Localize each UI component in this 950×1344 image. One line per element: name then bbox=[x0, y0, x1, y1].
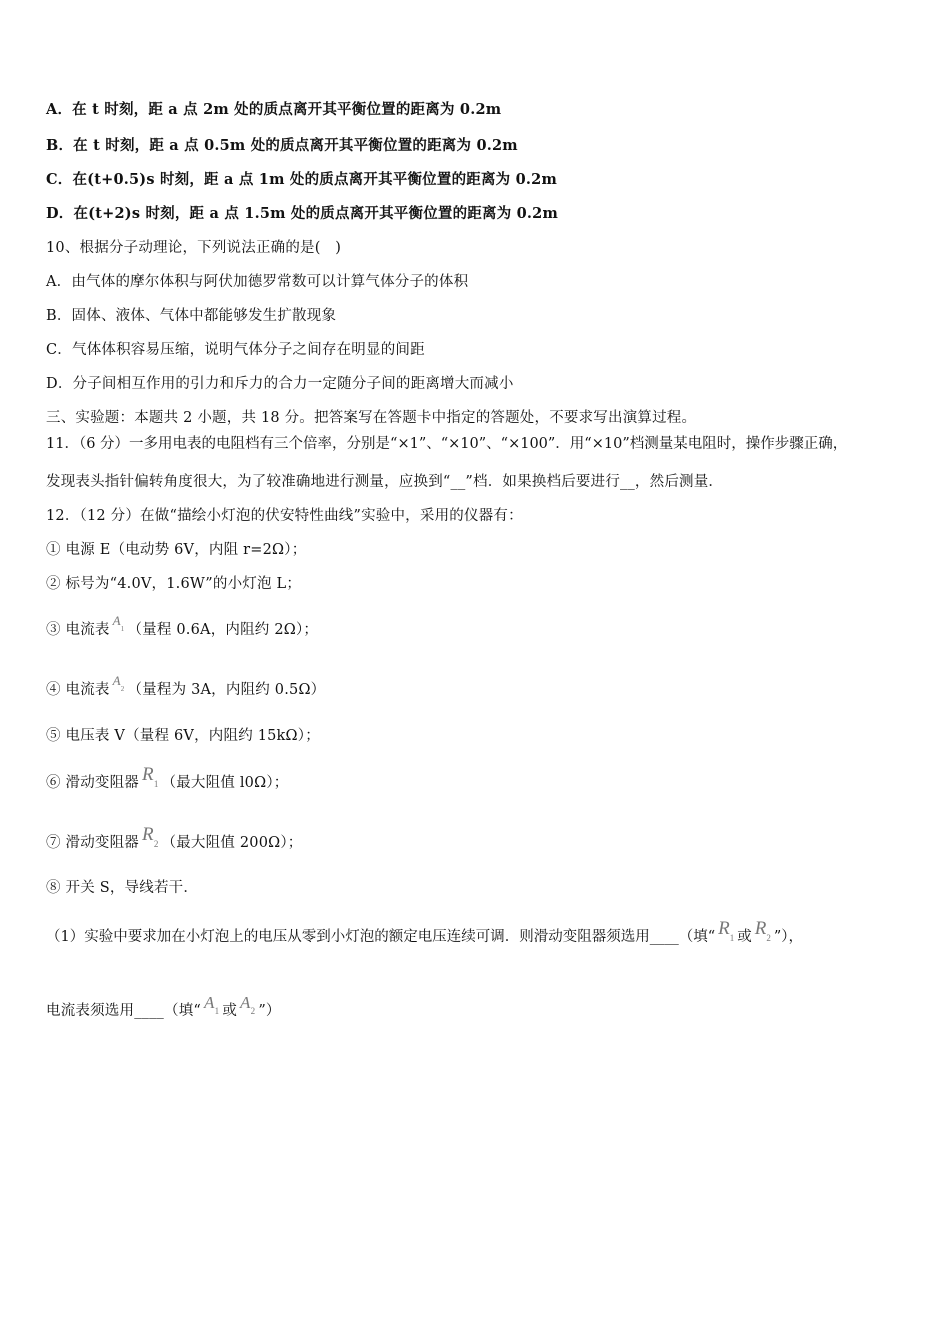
equipment-item-3 bbox=[46, 613, 319, 646]
equipment-item-7 bbox=[46, 824, 303, 859]
item-4-label: ④ 电流表 bbox=[46, 682, 110, 698]
q11-line-1: 11．（6 分）一多用电表的电阻档有三个倍率，分别是“×1”、“×10”、“×100”．用“×10”档测量某电阻时，操作步骤正确， bbox=[46, 436, 848, 452]
section-heading: 三、实验题：本题共 2 小题，共 18 分。把答案写在答题卡中指定的答题处，不要求写出演算过程。 bbox=[46, 410, 697, 426]
sub-question-1-end: ”）， bbox=[773, 929, 804, 945]
equipment-item-4 bbox=[46, 673, 326, 706]
q10-stem: 10、根据分子动理论，下列说法正确的是( ) bbox=[46, 240, 342, 256]
sub-question-1b-or: 或 bbox=[222, 1003, 238, 1019]
choice-r2-symbol: $R_2$ bbox=[754, 918, 771, 943]
item-3-label: ③ 电流表 bbox=[46, 622, 110, 638]
equipment-item-6 bbox=[46, 764, 289, 799]
equipment-item-2: ② 标号为“4.0V，1.6W”的小灯泡 L； bbox=[46, 576, 302, 592]
q10-option-d: D．分子间相互作用的引力和斥力的合力一定随分子间的距离增大而减小 bbox=[46, 376, 514, 392]
sub-question-1 bbox=[46, 918, 804, 953]
sub-question-1-or: 或 bbox=[737, 929, 752, 945]
sub-question-1b-text: 电流表须选用____（填“ bbox=[46, 1003, 202, 1019]
rheostat-r2-symbol: $R_2$ bbox=[142, 824, 159, 849]
q10-option-a: A．由气体的摩尔体积与阿伏加德罗常数可以计算气体分子的体积 bbox=[46, 274, 469, 290]
q11-line-2: 发现表头指针偏转角度很大，为了较准确地进行测量，应换到“__”档．如果换档后要进行__，然后测量． bbox=[46, 474, 724, 490]
rheostat-r1-symbol: $R_1$ bbox=[142, 764, 159, 789]
item-7-spec: （最大阻值 200Ω）； bbox=[161, 835, 303, 851]
choice-a1-symbol: $A_1$ bbox=[204, 993, 220, 1017]
ammeter-a1-symbol: $A_1$ bbox=[112, 613, 125, 633]
q12-stem: 12．（12 分）在做“描绘小灯泡的伏安特性曲线”实验中，采用的仪器有： bbox=[46, 508, 523, 524]
equipment-item-5: ⑤ 电压表 V（量程 6V，内阻约 15kΩ）； bbox=[46, 728, 320, 744]
q10-option-c: C．气体体积容易压缩，说明气体分子之间存在明显的间距 bbox=[46, 342, 425, 358]
q9-option-b: B．在 t 时刻，距 a 点 0.5m 处的质点离开其平衡位置的距离为 0.2m bbox=[46, 137, 518, 154]
item-6-label: ⑥ 滑动变阻器 bbox=[46, 775, 140, 791]
sub-question-1-text: （1）实验中要求加在小灯泡上的电压从零到小灯泡的额定电压连续可调．则滑动变阻器须选用____（填“ bbox=[46, 929, 716, 945]
q9-option-c: C．在(t+0.5)s 时刻，距 a 点 1m 处的质点离开其平衡位置的距离为 0.2m bbox=[46, 171, 557, 188]
q10-option-b: B．固体、液体、气体中都能够发生扩散现象 bbox=[46, 308, 337, 324]
sub-question-1-continued bbox=[46, 993, 281, 1026]
item-4-spec: （量程为 3A，内阻约 0.5Ω） bbox=[127, 682, 326, 698]
item-7-label: ⑦ 滑动变阻器 bbox=[46, 835, 140, 851]
q9-option-d: D．在(t+2)s 时刻，距 a 点 1.5m 处的质点离开其平衡位置的距离为 0.2m bbox=[46, 205, 559, 222]
item-6-spec: （最大阻值 l0Ω）； bbox=[161, 775, 289, 791]
equipment-item-8: ⑧ 开关 S，导线若干． bbox=[46, 880, 199, 896]
choice-a2-symbol: $A_2$ bbox=[240, 993, 256, 1017]
q9-option-a: A．在 t 时刻，距 a 点 2m 处的质点离开其平衡位置的距离为 0.2m bbox=[46, 101, 502, 118]
sub-question-1b-end: ”） bbox=[258, 1003, 281, 1019]
equipment-item-1: ① 电源 E（电动势 6V，内阻 r=2Ω）； bbox=[46, 542, 307, 558]
choice-r1-symbol: $R_1$ bbox=[718, 918, 735, 943]
item-3-spec: （量程 0.6A，内阻约 2Ω）； bbox=[127, 622, 319, 638]
ammeter-a2-symbol: $A_2$ bbox=[112, 673, 125, 693]
